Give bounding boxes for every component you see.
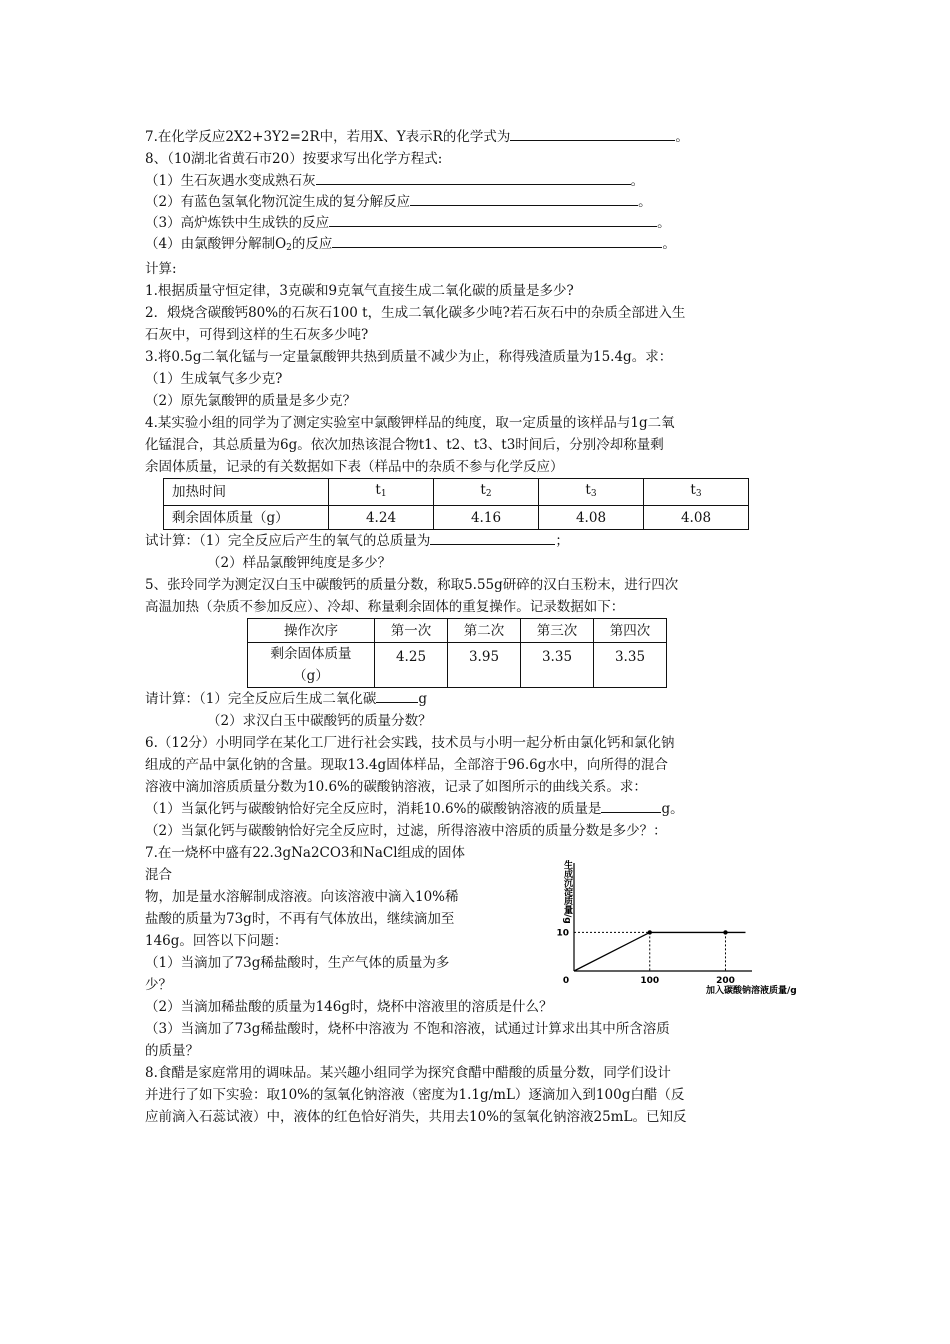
precipitate-chart [543, 848, 813, 998]
answer-blank[interactable] [329, 212, 657, 227]
chart-y-tick-label: 10 [556, 928, 569, 939]
calc-q4-ask2: （2）样品氯酸钾纯度是多少？ [207, 555, 392, 571]
calc-q5-line: 5、张玲同学为测定汉白玉中碳酸钙的质量分数，称取5.55g研碎的汉白玉粉末，进行四次 [145, 577, 679, 593]
calc-q3-line: 3.将0.5g二氧化锰与一定量氯酸钾共热到质量不减少为止，称得残渣质量为15.4g。求： [145, 349, 673, 365]
calc-q7-q3: 的质量？ [145, 1043, 199, 1059]
calc-q7-line: （1）当滴加了73g稀盐酸时，生产气体的质量为多 [145, 955, 450, 971]
calc-q5-ask1: 请计算：（1）完全反应后生成二氧化碳 g [145, 688, 805, 710]
calc-q2-line: 石灰中，可得到这样的生石灰多少吨? [145, 327, 369, 343]
chart-data-point [723, 930, 727, 934]
calc-q6-line: 溶液中滴加溶质质量分数为10.6%的碳酸钠溶液，记录了如图所示的曲线关系。求： [145, 779, 647, 795]
calc-q6-q2: （2）当氯化钙与碳酸钠恰好完全反应时，过滤，所得溶液中溶质的质量分数是多少？： [145, 823, 667, 839]
calc-q5-line: 高温加热（杂质不参加反应）、冷却、称量剩余固体的重复操作。记录数据如下： [145, 599, 625, 615]
calc-q7-q2: （2）当滴加稀盐酸的质量为146g时，烧杯中溶液里的溶质是什么？ [145, 999, 553, 1015]
heating-table: 加热时间 $t_1$ $t_2$ $t_3$ $t_3$ 剩余固体质量（g） 4.24 4.16 4.08 4.08 [163, 478, 749, 530]
calc-q1: 1.根据质量守恒定律，3克碳和9克氧气直接生成二氧化碳的质量是多少? [145, 283, 574, 299]
q8-item: （4）由氯酸钾分解制O [145, 236, 287, 252]
answer-blank[interactable] [410, 191, 638, 206]
calc-q7-line: 146g。回答以下问题： [145, 933, 288, 949]
calc-q7-line: 混合 [145, 867, 172, 883]
calc-q5-ask2: （2）求汉白玉中碳酸钙的质量分数？ [207, 713, 432, 729]
calc-q7-line: 物，加是量水溶解制成溶液。向该溶液中滴入10%稀 [145, 889, 459, 905]
calc-heading: 计算: [145, 261, 177, 277]
calc-q4-ask1: 试计算：（1）完全反应后产生的氧气的总质量为 ； [145, 530, 805, 552]
q7-block [145, 842, 805, 996]
answer-blank[interactable] [332, 233, 662, 248]
calc-q7-line: 7.在一烧杯中盛有22.3gNa2CO3和NaCl组成的固体 [145, 845, 466, 861]
chart-data-point [648, 930, 652, 934]
calc-q8-line: 8.食醋是家庭常用的调味品。某兴趣小组同学为探究食醋中醋酸的质量分数，同学们设计 [145, 1065, 671, 1081]
chart-y-axis-label: 生成沉淀质量/g [562, 860, 572, 924]
calc-q4-line: 余固体质量，记录的有关数据如下表（样品中的杂质不参与化学反应） [145, 459, 564, 475]
calc-q6-line: 组成的产品中氯化钠的含量。现取13.4g固体样品，全部溶于96.6g水中，向所得的混合 [145, 757, 668, 773]
heating-table-2: 操作次序 第一次 第二次 第三次 第四次 剩余固体质量 （g） 4.25 3.95 3.35 3.35 [247, 618, 667, 688]
chart-x-axis-label: 加入碳酸钠溶液质量/g [706, 986, 797, 996]
answer-blank[interactable] [376, 688, 418, 703]
q8-item: （2）有蓝色氢氧化物沉淀生成的复分解反应 [145, 194, 411, 210]
calc-q3-line: （2）原先氯酸钾的质量是多少克？ [145, 393, 357, 409]
q8-items: （1）生石灰遇水变成熟石灰 。 （2）有蓝色氢氧化物沉淀生成的复分解反应 。 （3）高炉炼铁中生成铁的反应 。 （4）由氯酸钾分解制$O_2$的反应 。 [145, 170, 805, 258]
chart-x-tick-label: 100 [640, 976, 660, 986]
q8-item: （1）生石灰遇水变成熟石灰 [145, 173, 316, 189]
chart-origin-label: 0 [562, 976, 570, 986]
answer-blank[interactable] [430, 530, 555, 545]
answer-blank[interactable] [601, 798, 661, 813]
calc-q7-line: 盐酸的质量为73g时，不再有气体放出，继续滴加至 [145, 911, 455, 927]
worksheet [145, 126, 805, 1128]
calc-q3-line: （1）生成氧气多少克? [145, 371, 283, 387]
q8-item: （3）高炉炼铁中生成铁的反应 [145, 215, 330, 231]
calc-q6-line: 6.（12分）小明同学在某化工厂进行社会实践，技术员与小明一起分析由氯化钙和氯化钠 [145, 735, 675, 751]
calc-q7-line: 少？ [145, 977, 172, 993]
calc-q4-line: 化锰混合，其总质量为6g。依次加热该混合物t1、t2、t3、t3时间后，分别冷却称量剩 [145, 437, 664, 453]
calc-q8-line: 应前滴入石蕊试液）中，液体的红色恰好消失，共用去10%的氢氧化钠溶液25mL。已知反 [145, 1109, 687, 1125]
calc-q6-q1: （1）当氯化钙与碳酸钠恰好完全反应时，消耗10.6%的碳酸钠溶液的质量是 g。 [145, 798, 805, 820]
answer-blank[interactable] [510, 126, 675, 141]
calc-q8-line: 并进行了如下实验：取10%的氢氧化钠溶液（密度为1.1g/mL）逐滴加入到100g白醋（反 [145, 1087, 685, 1103]
chart-series-segment [574, 932, 650, 971]
calc-q2-line: 2．煅烧含碳酸钙80%的石灰石100 t，生成二氧化碳多少吨?若石灰石中的杂质全部进入生 [145, 305, 686, 321]
q7-top: 7.在化学反应2X2+3Y2=2R中，若用X、Y表示R的化学式为 。 [145, 126, 805, 148]
calc-q7-q3: （3）当滴加了73g稀盐酸时，烧杯中溶液为 不饱和溶液，试通过计算求出其中所含溶质 [145, 1021, 670, 1037]
calc-q4-line: 4.某实验小组的同学为了测定实验室中氯酸钾样品的纯度，取一定质量的该样品与1g二氧 [145, 415, 675, 431]
chart-x-tick-label: 200 [716, 976, 735, 986]
q8-title: 8、（10湖北省黄石市20）按要求写出化学方程式: [145, 151, 443, 167]
answer-blank[interactable] [316, 170, 631, 185]
